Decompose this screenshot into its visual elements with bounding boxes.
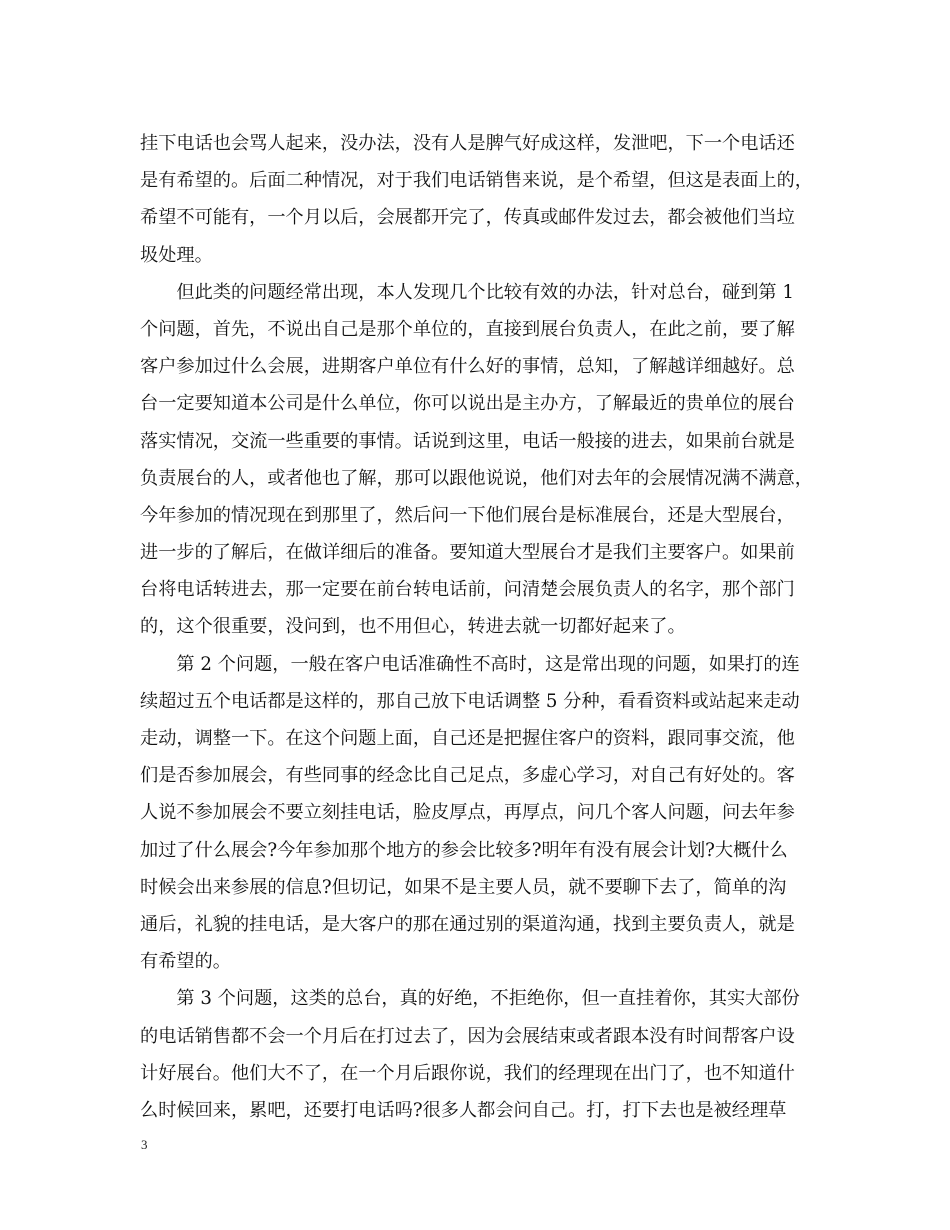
text-line: 个问题，首先，不说出自己是那个单位的，直接到展台负责人，在此之前，要了解: [140, 318, 795, 340]
text-line: 计好展台。他们大不了，在一个月后跟你说，我们的经理现在出门了，也不知道什: [140, 1062, 795, 1084]
text-line: 客户参加过什么会展，进期客户单位有什么好的事情，总知，了解越详细越好。总: [140, 356, 795, 378]
text-line: 的，这个很重要，没问到，也不用但心，转进去就一切都好起来了。: [140, 616, 686, 638]
text-line: 加过了什么展会?今年参加那个地方的参会比较多?明年有没有展会计划?大概什么: [140, 839, 788, 861]
text-line: 人说不参加展会不要立刻挂电话，脸皮厚点，再厚点，问几个客人问题，问去年参: [140, 802, 795, 824]
text-line: 但此类的问题经常出现，本人发现几个比较有效的办法，针对总台，碰到第 1: [140, 281, 794, 303]
page-number: 3: [141, 1137, 148, 1152]
text-line: 第 3 个问题，这类的总台，真的好绝，不拒绝你，但一直挂着你，其实大部份: [140, 988, 800, 1010]
text-line: 通后，礼貌的挂电话，是大客户的那在通过别的渠道沟通，找到主要负责人，就是: [140, 913, 795, 935]
text-line: 时候会出来参展的信息?但切记，如果不是主要人员，就不要聊下去了，简单的沟: [140, 876, 787, 898]
text-line: 落实情况，交流一些重要的事情。话说到这里，电话一般接的进去，如果前台就是: [140, 430, 795, 452]
text-line: 负责展台的人，或者他也了解，那可以跟他说说，他们对去年的会展情况满不满意，: [140, 467, 813, 489]
text-line: 今年参加的情况现在到那里了，然后问一下他们展台是标准展台，还是大型展台，: [140, 504, 795, 526]
text-line: 希望不可能有，一个月以后，会展都开完了，传真或邮件发过去，都会被他们当垃: [140, 207, 795, 229]
text-line: 圾处理。: [140, 244, 213, 266]
text-line: 么时候回来，累吧，还要打电话吗?很多人都会问自己。打，打下去也是被经理草: [140, 1099, 787, 1121]
body-text: [140, 125, 812, 1129]
text-line: 台将电话转进去，那一定要在前台转电话前，问清楚会展负责人的名字，那个部门: [140, 579, 795, 601]
text-line: 挂下电话也会骂人起来，没办法，没有人是脾气好成这样，发泄吧，下一个电话还: [140, 133, 795, 154]
text-line: 们是否参加展会，有些同事的经念比自己足点，多虚心学习，对自己有好处的。客: [140, 765, 795, 787]
text-line: 进一步的了解后，在做详细后的准备。要知道大型展台才是我们主要客户。如果前: [140, 542, 795, 564]
text-line: 第 2 个问题，一般在客户电话准确性不高时，这是常出现的问题，如果打的连: [140, 653, 800, 675]
text-line: 续超过五个电话都是这样的，那自己放下电话调整 5 分种，看看资料或站起来走动: [140, 690, 800, 712]
text-line: 是有希望的。后面二种情况，对于我们电话销售来说，是个希望，但这是表面上的，: [140, 170, 813, 192]
text-line: 走动，调整一下。在这个问题上面，自己还是把握住客户的资料，跟同事交流，他: [140, 728, 795, 749]
text-line: 台一定要知道本公司是什么单位，你可以说出是主办方，了解最近的贵单位的展台: [140, 393, 795, 415]
text-line: 的电话销售都不会一个月后在打过去了，因为会展结束或者跟本没有时间帮客户设: [140, 1025, 795, 1047]
text-line: 有希望的。: [140, 951, 231, 973]
